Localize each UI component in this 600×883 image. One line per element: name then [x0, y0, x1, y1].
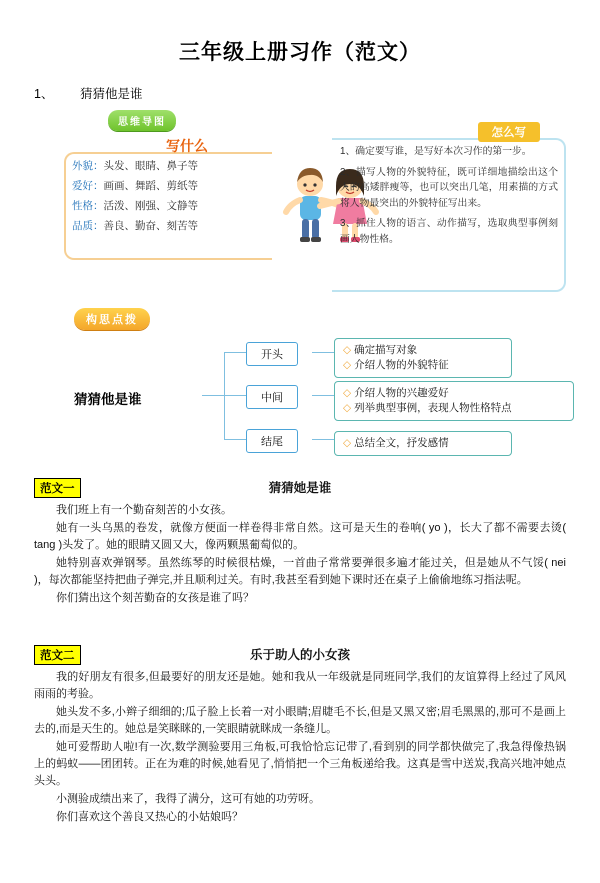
essay-2-tag: 范文二: [34, 645, 81, 665]
connector-leaf-3: [312, 439, 334, 440]
page-title: 三年级上册习作（范文）: [179, 41, 421, 64]
mindmap-left-heading: 写什么: [166, 138, 208, 154]
essay-2-header: [34, 645, 566, 665]
essay-1-header: [34, 478, 566, 498]
connector-root: [202, 395, 224, 396]
connector-vertical: [224, 352, 225, 440]
essay-1-title: 猜猜她是谁: [268, 481, 332, 495]
structure-diagram: [34, 338, 566, 466]
mindmap-left-item-label: 外貌：: [72, 160, 104, 172]
mindmap-badge: 思维导图: [108, 110, 176, 131]
mindmap-right-paragraph: 1、确定要写谁，是写好本次习作的第一步。: [340, 146, 532, 157]
mindmap-figure: [34, 108, 566, 298]
essay-paragraph: 我们班上有一个勤奋刻苦的小女孩。: [56, 504, 232, 516]
mindmap-left-item-label: 性格：: [72, 200, 104, 212]
mindmap-right-paragraph: 2、描写人物的外貌特征，既可详细地描绘出这个人的高矮胖瘦等，也可以突出几笔，用素描的方式将人物最突出的外貌特征写出来。: [340, 166, 558, 209]
essay-paragraph: 你们喜欢这个善良又热心的小姑娘吗？: [56, 811, 243, 823]
diamond-icon: ◇: [343, 344, 352, 356]
structure-root-label: 猜猜他是谁: [74, 392, 142, 407]
essay-1-tag: 范文一: [34, 478, 81, 498]
structure-node-3: 结尾: [246, 429, 298, 453]
essay-paragraph: 小测验成绩出来了，我得了满分，这可有她的功劳呀。: [56, 793, 320, 805]
essay-paragraph: 她特别喜欢弹钢琴。虽然练琴的时候很枯燥，一首曲子常常要弹很多遍才能过关，但是她从不气馁( nei )，每次都能坚持把曲子弹完,并且顺利过关。有时,我甚至看到她下课时还在桌子上偷偷地练习指法呢。: [34, 557, 566, 586]
structure-badge: 构思点拨: [74, 308, 150, 330]
essay-2-body: [34, 669, 566, 826]
essay-2-title: 乐于助人的小女孩: [249, 648, 351, 662]
mindmap-left-item-text: 善良、勤奋、刻苦等: [103, 220, 198, 232]
mindmap-left-item: [72, 156, 262, 176]
structure-points-2: [334, 381, 574, 421]
structure-point: 总结全文，抒发感情: [354, 437, 449, 449]
structure-point: 介绍人物的外貌特征: [354, 359, 449, 371]
mindmap-left-item: [72, 176, 262, 196]
structure-point: 介绍人物的兴趣爱好: [354, 387, 449, 399]
mindmap-right-paragraph: 3、抓住人物的语言、动作描写，选取典型事例刻画人物性格。: [340, 218, 558, 245]
structure-points-1: [334, 338, 512, 378]
connector-branch-3: [224, 439, 246, 440]
mindmap-left-item: [72, 196, 262, 216]
essay-1-body: [34, 502, 566, 607]
connector-leaf-1: [312, 352, 334, 353]
diamond-icon: ◇: [343, 437, 352, 449]
connector-branch-1: [224, 352, 246, 353]
mindmap-right-heading: 怎么写: [478, 122, 541, 142]
essay-paragraph: 她可爱帮助人啦!有一次,数学测验要用三角板,可我恰恰忘记带了,看到别的同学都快做完了,我急得像热锅上的蚂蚁——团团转。正在为难的时候,她看见了,悄悄把一个三角板递给我。这真是雪中送炭,我高兴地冲她点头头。: [34, 741, 566, 787]
essay-paragraph: 我的好朋友有很多,但最要好的朋友还是她。她和我从一年级就是同班同学,我们的友谊算得上经过了风风雨雨的考验。: [34, 671, 566, 700]
document-page: [0, 36, 600, 883]
diamond-icon: ◇: [343, 402, 352, 414]
essay-paragraph: 你们猜出这个刻苦勤奋的女孩是谁了吗？: [56, 592, 254, 604]
structure-point: 确定描写对象: [354, 344, 418, 356]
mindmap-left-items: [72, 156, 262, 236]
section-heading: [34, 84, 566, 102]
mindmap-left-item-label: 爱好：: [72, 180, 104, 192]
section-title: 猜猜他是谁: [80, 87, 143, 101]
structure-points-3: [334, 431, 512, 456]
connector-branch-2: [224, 395, 246, 396]
structure-node-2: 中间: [246, 385, 298, 409]
mindmap-left-item-text: 活泼、刚强、文静等: [103, 200, 198, 212]
structure-node-1: 开头: [246, 342, 298, 366]
mindmap-left-item-text: 头发、眼睛、鼻子等: [103, 160, 198, 172]
section-number: 1、: [34, 87, 54, 101]
structure-point: 列举典型事例，表现人物性格特点: [354, 402, 512, 414]
mindmap-left-item-label: 品质：: [72, 220, 104, 232]
diamond-icon: ◇: [343, 387, 352, 399]
essay-paragraph: 她头发不多,小辫子细细的;瓜子脸上长着一对小眼睛;眉睫毛不长,但是又黑又密;眉毛黑黑的,那可不是画上去的,而是天生的。她总是笑眯眯的,一笑眼睛就眯成一条缝儿。: [34, 706, 566, 735]
essay-paragraph: 她有一头乌黑的卷发，就像方便面一样卷得非常自然。这可是天生的卷响( yo )，长大了都不需要去烫( tang )头发了。她的眼睛又圆又大，像两颗黑葡萄似的。: [34, 522, 566, 551]
mindmap-left-item: [72, 216, 262, 236]
connector-leaf-2: [312, 395, 334, 396]
mindmap-left-item-text: 画画、舞蹈、剪纸等: [103, 180, 198, 192]
mindmap-right-text: [340, 144, 558, 252]
diamond-icon: ◇: [343, 359, 352, 371]
